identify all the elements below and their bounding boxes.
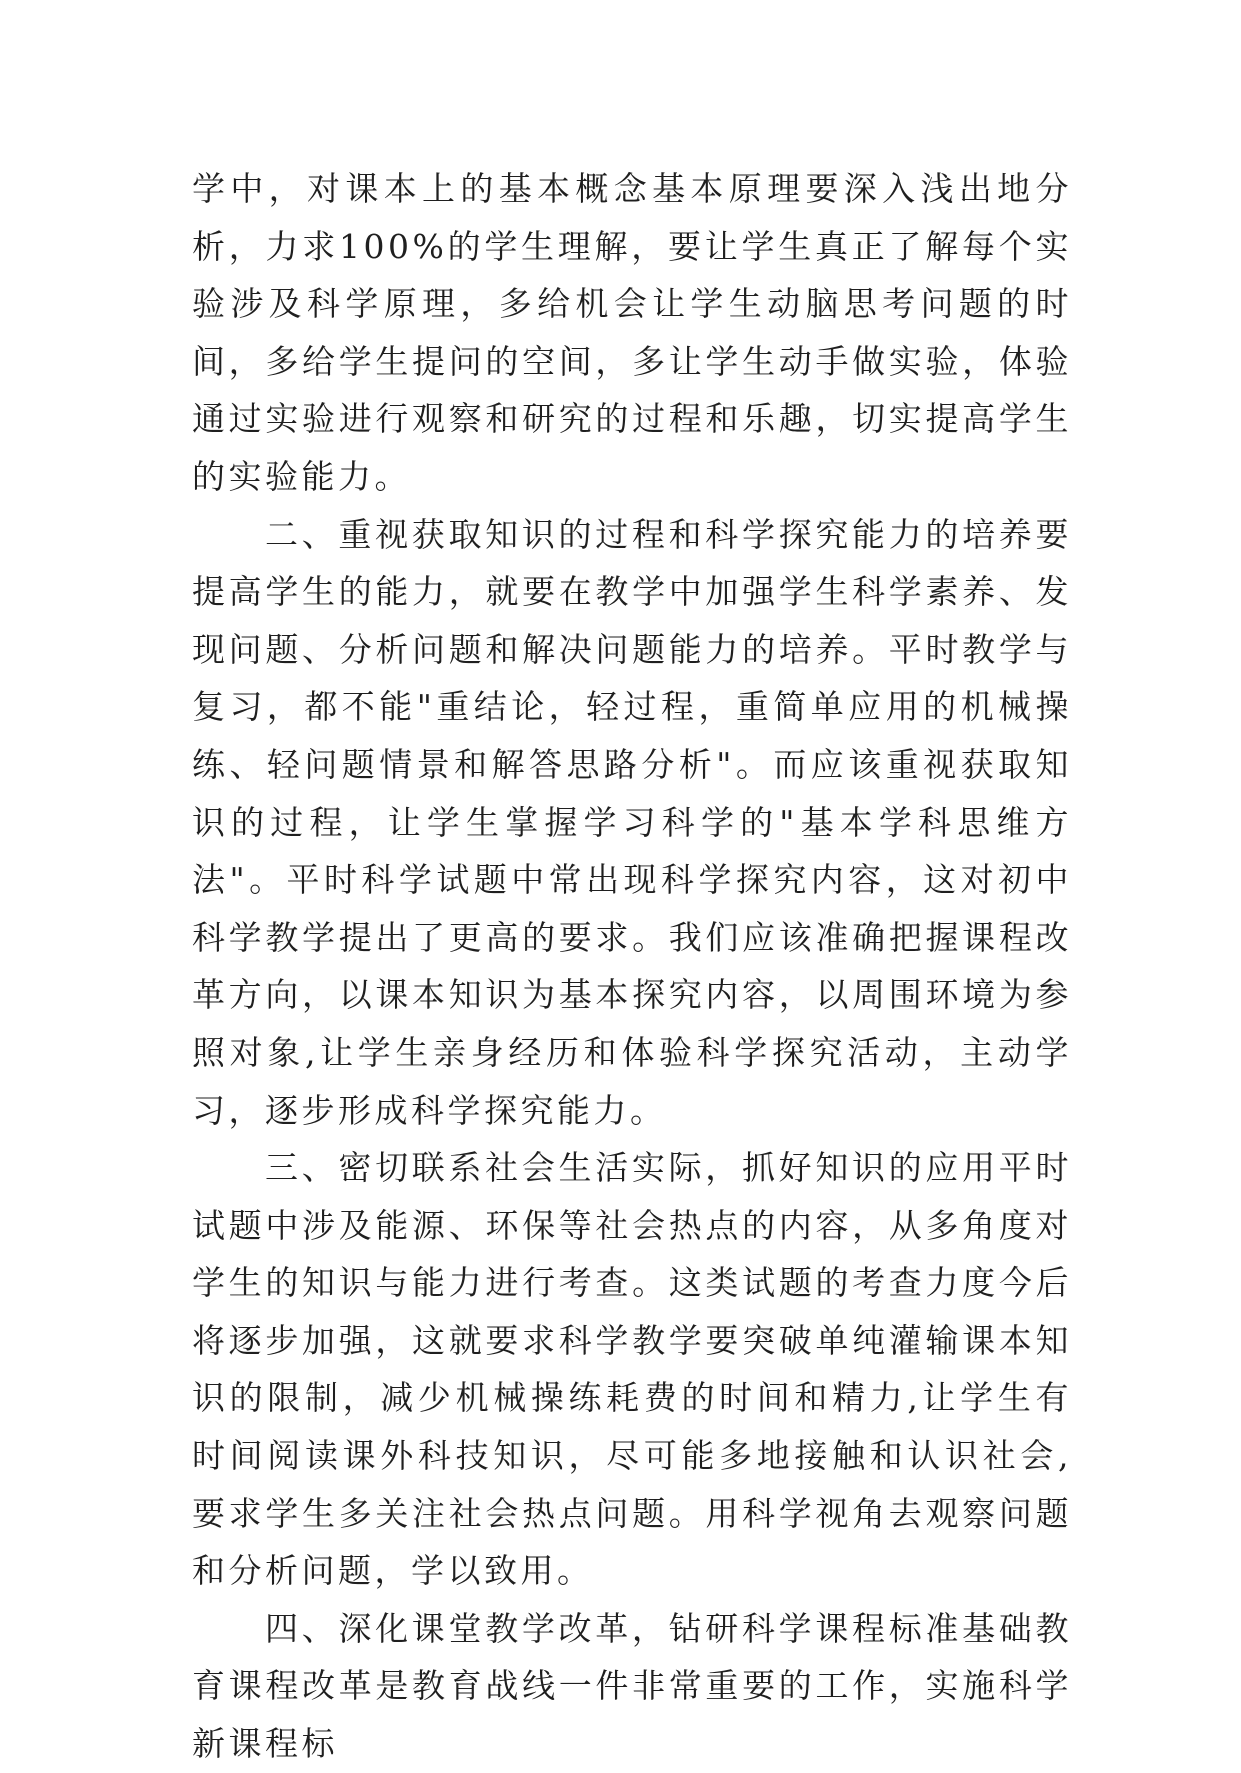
paragraph-section-3: 三、密切联系社会生活实际，抓好知识的应用平时试题中涉及能源、环保等社会热点的内容，从多角度对学生的知识与能力进行考查。这类试题的考查力度今后将逐步加强，这就要求科学教学要突破单纯灌输课本知识的限制，减少机械操练耗费的时间和精力,让学生有时间阅读课外科技知识，尽可能多地接触和认识社会,要求学生多关注社会热点问题。用科学视角去观察问题和分析问题，学以致用。 [192,1148,1072,1591]
paragraph-section-4: 四、深化课堂教学改革，钻研科学课程标准基础教育课程改革是教育战线一件非常重要的工作，实施科学新课程标 [192,1608,1072,1764]
paragraph-continuation: 学中，对课本上的基本概念基本原理要深入浅出地分析，力求100%的学生理解，要让学生真正了解每个实验涉及科学原理，多给机会让学生动脑思考问题的时间，多给学生提问的空间，多让学生动手做实验，体验通过实验进行观察和研究的过程和乐趣，切实提高学生的实验能力。 [192,169,1072,496]
document-body [192,160,1072,1773]
paragraph-section-2: 二、重视获取知识的过程和科学探究能力的培养要提高学生的能力，就要在教学中加强学生科学素养、发现问题、分析问题和解决问题能力的培养。平时教学与复习，都不能"重结论，轻过程，重简单应用的机械操练、轻问题情景和解答思路分析"。而应该重视获取知识的过程，让学生掌握学习科学的"基本学科思维方法"。平时科学试题中常出现科学探究内容，这对初中科学教学提出了更高的要求。我们应该准确把握课程改革方向，以课本知识为基本探究内容，以周围环境为参照对象,让学生亲身经历和体验科学探究活动，主动学习，逐步形成科学探究能力。 [192,514,1072,1130]
